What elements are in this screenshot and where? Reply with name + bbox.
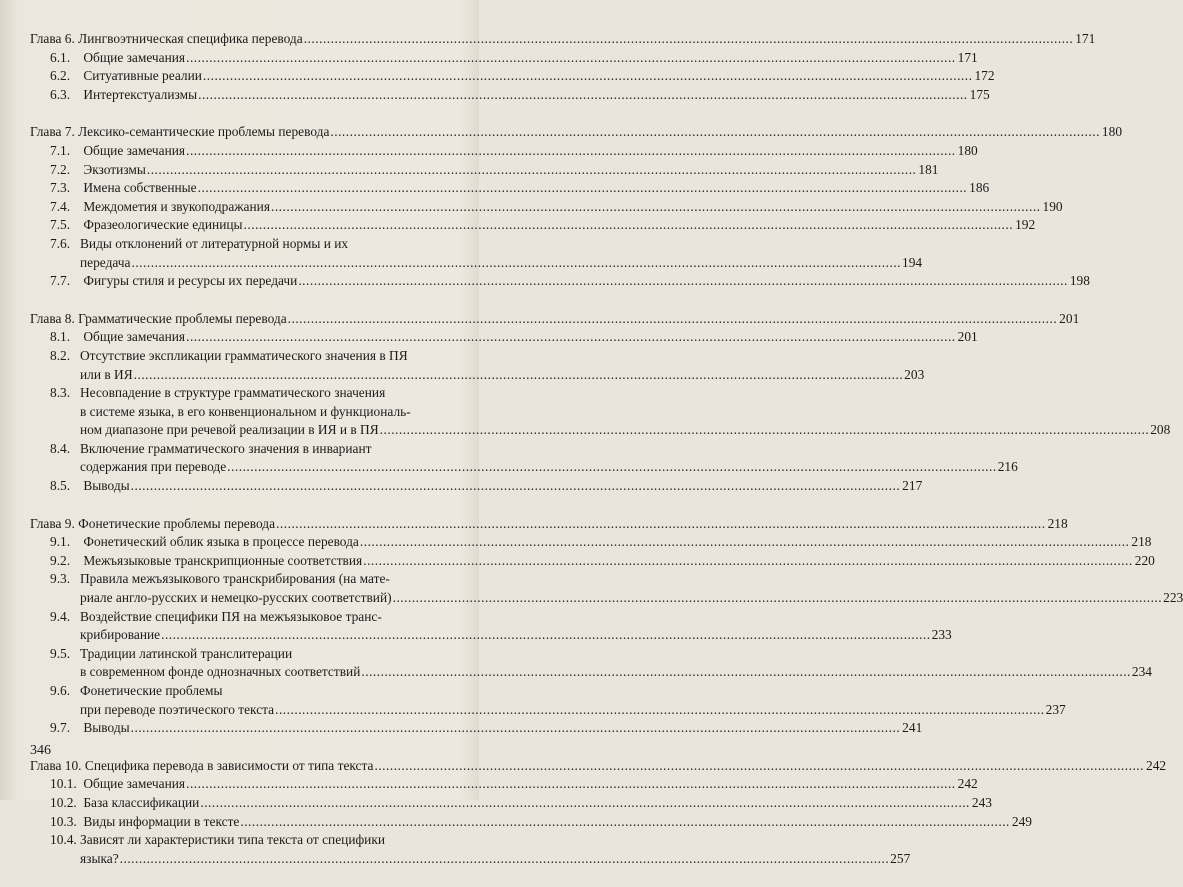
dot-leader xyxy=(275,701,1045,720)
chapter-title: Глава 8. Грамматические проблемы перевода xyxy=(30,310,287,326)
chapter-heading xyxy=(30,123,1123,142)
chapter-heading xyxy=(30,515,1068,534)
section-page: 249 xyxy=(1011,813,1032,829)
section-title-line: Несовпадение в структуре грамматического значения xyxy=(80,385,386,401)
section-number: 9.5. xyxy=(50,645,71,661)
section-page: 208 xyxy=(1150,422,1171,438)
dot-leader xyxy=(374,757,1144,776)
section-text xyxy=(50,161,146,180)
page-number: 346 xyxy=(30,743,51,758)
dot-leader xyxy=(131,477,901,496)
chapter-title: Глава 7. Лексико-семантические проблемы перевода xyxy=(30,124,330,140)
dot-leader xyxy=(240,813,1010,832)
section-title: Общие замечания xyxy=(83,49,186,65)
toc-section xyxy=(30,477,923,496)
section-page: 243 xyxy=(971,794,992,810)
section-text xyxy=(50,179,197,198)
section-number: 9.3. xyxy=(50,571,71,587)
toc-chapter xyxy=(30,757,1167,869)
section-number: 10.4. xyxy=(50,832,77,848)
toc-section xyxy=(30,813,1032,832)
section-text xyxy=(50,775,185,794)
dot-leader xyxy=(276,515,1046,534)
section-title-line: Правила межъязыкового транскрибирования (на мате- xyxy=(80,571,390,587)
section-title-line: передача xyxy=(80,254,131,270)
section-page: 233 xyxy=(931,627,952,643)
section-title: Ситуативные реалии xyxy=(83,68,202,84)
section-number: 7.4. xyxy=(50,198,71,214)
dot-leader xyxy=(134,366,904,385)
toc-section xyxy=(30,86,990,105)
dot-leader xyxy=(363,552,1133,571)
toc-section xyxy=(30,347,925,384)
chapter-page: 171 xyxy=(1075,31,1096,46)
dot-leader xyxy=(244,216,1014,235)
section-title: Междометия и звукоподражания xyxy=(83,198,270,214)
section-title: Экзотизмы xyxy=(83,161,146,177)
section-title-line: или в ИЯ xyxy=(80,366,133,382)
section-page: 216 xyxy=(997,459,1018,475)
toc-section xyxy=(30,533,1152,552)
section-text xyxy=(50,719,130,738)
toc-chapter xyxy=(30,515,1183,738)
section-page: 218 xyxy=(1131,534,1152,550)
chapter-heading xyxy=(30,30,1096,49)
toc-section xyxy=(30,179,990,198)
section-page: 186 xyxy=(969,180,990,196)
section-title: Фонетический облик языка в процессе перевода xyxy=(83,534,359,550)
section-page: 234 xyxy=(1131,664,1152,680)
toc-chapter xyxy=(30,310,1171,496)
section-number: 9.6. xyxy=(50,683,71,698)
section-number: 8.5. xyxy=(50,478,71,494)
section-title: Межъязыковые транскрипционные соответствия xyxy=(83,552,363,568)
table-of-contents xyxy=(30,30,1183,887)
dot-leader xyxy=(360,533,1130,552)
section-title-line: Воздействие специфики ПЯ на межъязыковое транс- xyxy=(80,608,382,624)
toc-section xyxy=(30,49,978,68)
toc-section xyxy=(30,198,1063,217)
dot-leader xyxy=(288,310,1058,329)
section-number: 10.3. xyxy=(50,813,77,829)
section-title-line: риале англо-русских и немецко-русских соответствий) xyxy=(80,590,392,606)
section-text xyxy=(50,533,359,552)
section-title-line: Зависят ли характеристики типа текста от специфики xyxy=(80,832,386,848)
chapter-heading xyxy=(30,310,1080,329)
dot-leader xyxy=(186,775,956,794)
section-number: 10.1. xyxy=(50,776,77,792)
dot-leader xyxy=(161,626,931,645)
toc-section xyxy=(30,328,978,347)
chapter-heading xyxy=(30,757,1167,776)
toc-section xyxy=(30,682,1066,719)
dot-leader xyxy=(120,850,890,869)
toc-section xyxy=(30,272,1090,291)
dot-leader xyxy=(131,254,901,273)
dot-leader xyxy=(186,49,956,68)
toc-section xyxy=(30,608,952,645)
section-number: 7.5. xyxy=(50,217,71,233)
chapter-title: Глава 10. Специфика перевода в зависимости от типа текста xyxy=(30,757,374,773)
section-number: 8.2. xyxy=(50,347,71,363)
dot-leader xyxy=(298,272,1068,291)
dot-leader xyxy=(147,161,917,180)
section-title: Виды информации в тексте xyxy=(83,813,240,829)
section-title: Общие замечания xyxy=(83,329,186,345)
dot-leader xyxy=(186,142,956,161)
section-title-line: Виды отклонений от литературной нормы и их xyxy=(80,235,349,251)
dot-leader xyxy=(200,794,970,813)
section-number: 8.3. xyxy=(50,385,71,401)
section-title-line: ном диапазоне при речевой реализации в ИЯ и в ПЯ xyxy=(80,422,379,438)
section-title: Общие замечания xyxy=(83,142,186,158)
toc-section xyxy=(30,775,978,794)
section-page: 172 xyxy=(974,68,995,84)
section-text xyxy=(50,272,297,291)
dot-leader xyxy=(330,123,1100,142)
toc-section xyxy=(30,552,1155,571)
section-page: 217 xyxy=(902,478,923,494)
chapter-page: 218 xyxy=(1047,515,1068,531)
section-number: 8.4. xyxy=(50,440,71,456)
dot-leader xyxy=(198,86,968,105)
section-title-line: Отсутствие экспликации грамматического значения в ПЯ xyxy=(80,347,408,363)
section-text xyxy=(50,328,185,347)
dot-leader xyxy=(361,663,1131,682)
section-page: 198 xyxy=(1069,273,1090,289)
dot-leader xyxy=(304,30,1074,49)
section-text xyxy=(50,552,362,571)
dot-leader xyxy=(271,198,1041,217)
dot-leader xyxy=(393,589,1163,608)
dot-leader xyxy=(203,67,973,86)
toc-section xyxy=(30,831,911,868)
section-page: 223 xyxy=(1163,590,1183,606)
section-title: Общие замечания xyxy=(83,776,186,792)
toc-section xyxy=(30,161,939,180)
section-page: 194 xyxy=(902,254,923,270)
section-text xyxy=(50,67,202,86)
section-number: 6.2. xyxy=(50,68,71,84)
section-title-line: языка? xyxy=(80,850,119,866)
section-text xyxy=(50,216,243,235)
section-page: 171 xyxy=(957,49,978,65)
section-page: 220 xyxy=(1134,552,1155,568)
chapter-title: Глава 6. Лингвоэтническая специфика перевода xyxy=(30,31,303,46)
section-number: 10.2. xyxy=(50,794,77,810)
toc-chapter xyxy=(30,123,1123,290)
section-number: 7.7. xyxy=(50,273,71,289)
section-text xyxy=(50,49,185,68)
toc-section xyxy=(30,67,995,86)
section-text xyxy=(50,477,130,496)
section-page: 257 xyxy=(890,850,911,866)
section-number: 7.2. xyxy=(50,161,71,177)
dot-leader xyxy=(131,719,901,738)
toc-section xyxy=(30,216,1036,235)
section-page: 241 xyxy=(902,720,923,736)
section-page: 190 xyxy=(1042,198,1063,214)
toc-section xyxy=(30,384,1171,440)
chapter-title: Глава 9. Фонетические проблемы перевода xyxy=(30,515,276,531)
section-number: 6.1. xyxy=(50,49,71,65)
dot-leader xyxy=(380,421,1150,440)
toc-section xyxy=(30,440,1018,477)
toc-section xyxy=(30,794,992,813)
dot-leader xyxy=(198,179,968,198)
section-number: 9.7. xyxy=(50,720,71,736)
section-page: 242 xyxy=(957,776,978,792)
section-page: 181 xyxy=(918,161,939,177)
section-text xyxy=(50,198,270,217)
section-page: 175 xyxy=(969,86,990,102)
section-title-line: при переводе поэтического текста xyxy=(80,701,275,717)
section-number: 9.2. xyxy=(50,552,71,568)
dot-leader xyxy=(227,458,997,477)
section-page: 201 xyxy=(957,329,978,345)
chapter-page: 180 xyxy=(1101,124,1123,140)
toc-chapter xyxy=(30,30,1096,104)
section-title: Фигуры стиля и ресурсы их передачи xyxy=(83,273,298,289)
section-title: Имена собственные xyxy=(83,180,197,196)
section-title: Выводы xyxy=(83,720,130,736)
section-title-line: в системе языка, в его конвенциональном и функциональ- xyxy=(80,403,411,419)
section-title-line: в современном фонде однозначных соответствий xyxy=(80,664,361,680)
section-number: 7.6. xyxy=(50,235,71,251)
section-title: Фразеологические единицы xyxy=(83,217,243,233)
chapter-page: 242 xyxy=(1146,757,1167,773)
section-number: 8.1. xyxy=(50,329,71,345)
section-text xyxy=(50,813,239,832)
section-text xyxy=(50,86,197,105)
section-number: 7.3. xyxy=(50,180,71,196)
toc-section xyxy=(30,570,1183,607)
section-number: 9.4. xyxy=(50,608,71,624)
section-text xyxy=(50,794,199,813)
section-text xyxy=(50,142,185,161)
toc-section xyxy=(30,645,1152,682)
section-page: 192 xyxy=(1015,217,1036,233)
section-number: 6.3. xyxy=(50,86,71,102)
section-title-line: содержания при переводе xyxy=(80,459,227,475)
toc-section xyxy=(30,142,978,161)
section-title-line: крибирование xyxy=(80,627,161,643)
section-title-line: Традиции латинской транслитерации xyxy=(80,645,293,661)
section-title-line: Фонетические проблемы xyxy=(80,683,223,698)
toc-section xyxy=(30,235,923,272)
section-title-line: Включение грамматического значения в инвариант xyxy=(80,440,372,456)
section-number: 9.1. xyxy=(50,534,71,550)
dot-leader xyxy=(186,328,956,347)
chapter-page: 201 xyxy=(1059,310,1080,326)
section-title: База классификации xyxy=(83,794,200,810)
toc-section xyxy=(30,719,923,738)
section-number: 7.1. xyxy=(50,142,71,158)
section-title: Интертекстуализмы xyxy=(83,86,198,102)
section-page: 203 xyxy=(904,366,925,382)
section-page: 180 xyxy=(957,142,978,158)
section-title: Выводы xyxy=(83,478,130,494)
section-page: 237 xyxy=(1045,701,1066,717)
